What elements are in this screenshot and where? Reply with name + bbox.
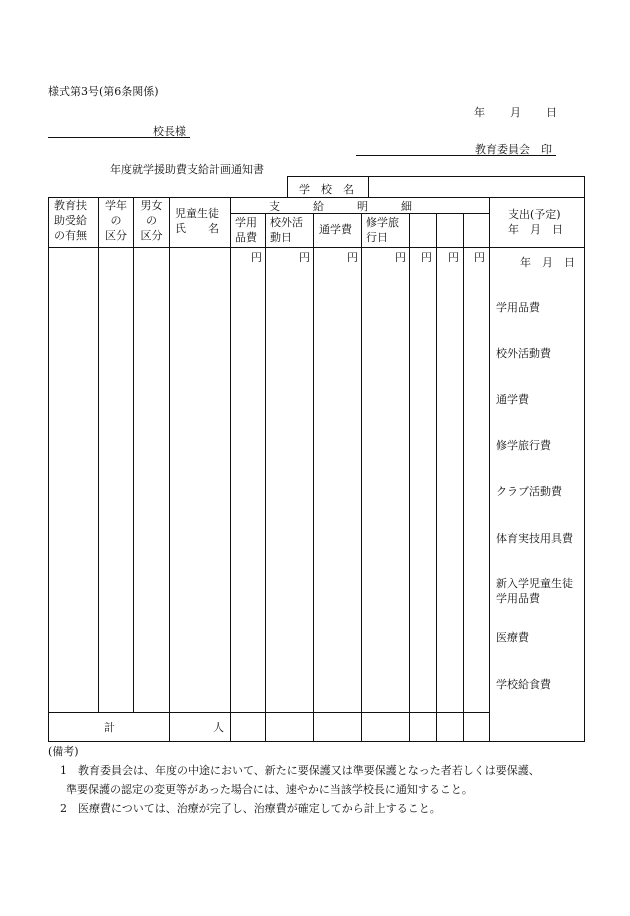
- table-left: [48, 197, 49, 742]
- item-commuting: 通学費: [496, 393, 529, 406]
- school-box-right: [584, 176, 585, 198]
- date-day: 日: [546, 106, 557, 119]
- yen-commute: 円: [347, 251, 358, 264]
- total-label: 計: [104, 721, 115, 734]
- col-sep-gender: [169, 197, 170, 742]
- col-sep-outdoor: [313, 213, 314, 742]
- date-year: 年: [474, 106, 485, 119]
- item-club-activity: クラブ活動費: [496, 485, 562, 498]
- header-outdoor-activity: 校外活 動日: [270, 216, 303, 244]
- school-box-top: [287, 176, 585, 177]
- note-1-line-2: 準要保護の認定の変更等があった場合には、速やかに当該学校長に通知すること。: [66, 783, 473, 796]
- total-count-suffix: 人: [213, 721, 224, 734]
- form-number: 様式第3号(第6条関係): [48, 85, 159, 98]
- yen-blank2: 円: [448, 251, 459, 264]
- header-payment-detail: 支 給 明 細: [269, 200, 412, 213]
- item-school-supplies: 学用品費: [496, 301, 540, 314]
- col-sep-detail-end: [489, 197, 490, 742]
- item-school-lunch: 学校給食費: [496, 678, 551, 691]
- col-sep-grade: [133, 197, 134, 713]
- table-header-bottom: [48, 247, 585, 248]
- yen-outdoor: 円: [299, 251, 310, 264]
- yen-supplies: 円: [251, 251, 262, 264]
- header-student-name: 児童生徒 氏 名: [175, 207, 219, 235]
- col-sep-aid: [98, 197, 99, 713]
- item-school-trip: 修学旅行費: [496, 439, 551, 452]
- header-gender: 男女 の 区分: [140, 199, 163, 242]
- document-title: 年度就学援助費支給計画通知書: [110, 163, 264, 176]
- col-sep-supplies: [265, 213, 266, 742]
- col-sep-name: [230, 197, 231, 742]
- school-box-left: [287, 176, 288, 198]
- col-sep-commute: [361, 213, 362, 742]
- table-right: [584, 197, 585, 742]
- yen-trip: 円: [395, 251, 406, 264]
- table-bottom: [48, 741, 585, 742]
- col-sep-trip: [409, 213, 410, 742]
- item-outdoor-activity: 校外活動費: [496, 347, 551, 360]
- school-box-divider: [368, 176, 369, 198]
- note-2: 2 医療費については、治療が完了し、治療費が確定してから計上すること。: [60, 802, 441, 815]
- notes-heading: (備考): [48, 745, 79, 758]
- school-name-label: 学 校 名: [299, 183, 354, 196]
- yen-blank1: 円: [421, 251, 432, 264]
- col-sep-blank2: [463, 213, 464, 742]
- header-school-supplies: 学用 品費: [235, 216, 257, 244]
- item-pe-equipment: 体育実技用具費: [496, 532, 573, 545]
- header-school-trip: 修学旅 行日: [366, 216, 399, 244]
- date-month: 月: [510, 106, 521, 119]
- note-1-line-1: 1 教育委員会は、年度の中途において、新たに要保護又は準要保護となった者若しくは要保護、: [60, 764, 540, 777]
- item-new-entrant-supplies: 新入学児童生徒 学用品費: [496, 577, 573, 605]
- header-aid-status: 教育扶 助受給 の有無: [54, 199, 87, 242]
- header-grade: 学年 の 区分: [105, 199, 127, 242]
- col-sep-blank1: [436, 213, 437, 742]
- table-total-top: [48, 712, 489, 713]
- header-commuting: 通学費: [319, 223, 352, 236]
- principal-suffix: 校長様: [153, 125, 186, 138]
- board-sender: 教育委員会 印: [475, 143, 552, 156]
- expenditure-date: 年 月 日: [520, 256, 575, 269]
- header-expenditure: 支出(予定) 年 月 日: [508, 208, 563, 236]
- yen-blank3: 円: [474, 251, 485, 264]
- item-medical: 医療費: [496, 631, 529, 644]
